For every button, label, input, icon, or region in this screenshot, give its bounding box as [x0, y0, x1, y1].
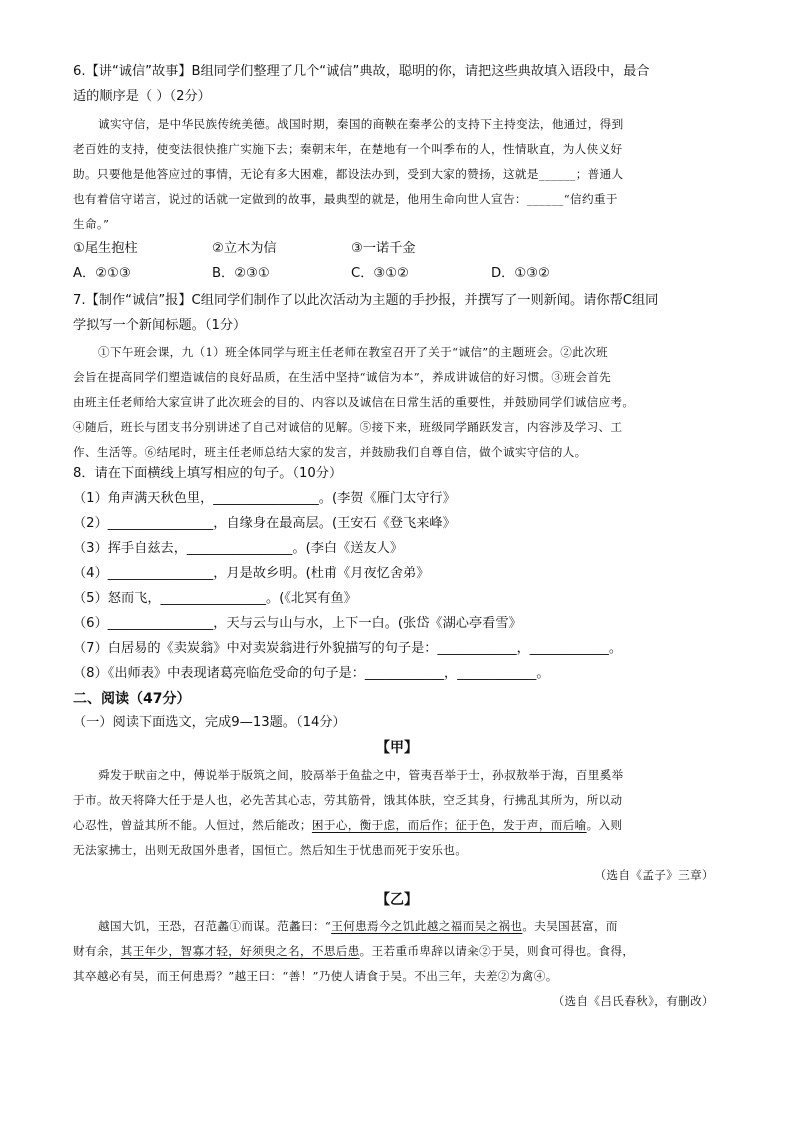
q6-passage-line4: 也有着信守诺言，说过的话就一定做到的故事，最典型的就是，他用生命向世人宣告：______“信约重于: [73, 192, 618, 206]
q7-stem-line2: 学拟写一个新闻标题。（1分）: [73, 318, 247, 333]
q6-stem-line2: 适的顺序是（ ）（2分）: [73, 89, 211, 104]
q8-blank-3: （3）挥手自兹去，________________。(李白《送友人》: [73, 541, 404, 556]
q8-blank-4: （4）________________，月是故乡明。(杜甫《月夜忆舍弟》: [73, 566, 430, 581]
jia-source: （选自《孟子》三章）: [594, 868, 714, 882]
passage-yi-title: 【乙】: [376, 892, 418, 908]
q6-choice-b: B．②③①: [212, 266, 270, 281]
q7-passage-line1: ①下午班会课，九（1）班全体同学与班主任老师在教室召开了关于“诚信”的主题班会。②此次班: [98, 345, 608, 359]
passage-jia-title: 【甲】: [376, 740, 418, 756]
yi-line2-start: 财有余，: [73, 944, 121, 958]
q7-stem-line1: 7.【制作“诚信”报】C组同学们制作了以此次活动为主题的手抄报，并撰写了一则新闻。请你帮C组同: [73, 293, 659, 308]
q6-stem-line1: 6.【讲“诚信”故事】B组同学们整理了几个“诚信”典故，聪明的你，请把这些典故填入语段中，最合: [73, 64, 650, 79]
q6-item-2: ②立木为信: [212, 241, 277, 256]
yi-underlined-sentence-1: 王何患焉今之饥此越之福而吴之祸也: [331, 919, 523, 933]
yi-line2: [73, 940, 634, 962]
q6-passage-line2: 老百姓的支持，使变法很快推广实施下去；秦朝末年，在楚地有一个叫季布的人，性情耿直，为人侠义好: [73, 142, 623, 156]
q7-passage-line4: ④随后，班长与团支书分别讲述了自己对诚信的见解。⑤接下来，班级同学踊跃发言，内容涉及学习、工: [73, 420, 623, 434]
q8-stem: 8．请在下面横线上填写相应的句子。（10分）: [73, 466, 343, 481]
jia-line2: 于市。故天将降大任于是人也，必先苦其心志，劳其筋骨，饿其体肤，空乏其身，行拂乱其所为，所以动: [73, 793, 623, 807]
q7-passage-line3: 由班主任老师给大家宣讲了此次班会的目的、内容以及诚信在日常生活的重要性，并鼓励同学们诚信应考。: [73, 395, 635, 409]
jia-line3: [73, 814, 622, 836]
q6-passage-line3: 助。只要他是他答应过的事情，无论有多大困难，都设法办到，受到大家的赞扬，这就是______；普通人: [73, 167, 624, 181]
q6-item-1: ①尾生抱柱: [73, 241, 138, 256]
yi-source: （选自《吕氏春秋》，有删改）: [552, 994, 714, 1008]
q8-blank-7: （7）白居易的《卖炭翁》中对卖炭翁进行外貌描写的句子是：____________，____________。: [73, 641, 623, 656]
section-intro: （一）阅读下面选文，完成9—13题。（14分）: [73, 715, 346, 730]
jia-line3-start: 心忍性，曾益其所不能。人恒过，然后能改；: [73, 818, 312, 832]
q8-blank-5: （5）怒而飞，________________。(《北冥有鱼》: [73, 591, 357, 606]
q6-passage-line5: 生命。”: [73, 217, 110, 231]
section-title: 二、阅读（47分）: [73, 691, 191, 707]
jia-underlined-sentence: 困于心，衡于虑，而后作；征于色，发于声，而后喻: [311, 818, 587, 832]
q6-item-3: ③一诺千金: [351, 241, 416, 256]
q6-choice-c: C．③①②: [351, 266, 409, 281]
q8-blank-6: （6）________________，天与云与山与水，上下一白。(张岱《湖心亭看雪》: [73, 616, 522, 631]
yi-line1-end: 。夫吴国甚富，而: [522, 919, 618, 933]
q6-passage-line1: 诚实守信，是中华民族传统美德。战国时期，秦国的商鞅在秦孝公的支持下主持变法，他通过，得到: [98, 117, 624, 131]
jia-line4: 无法家拂士，出则无敌国外患者，国恒亡。然后知生于忧患而死于安乐也。: [73, 843, 468, 857]
q6-choice-d: D．①③②: [491, 266, 550, 281]
jia-line3-end: 。入则: [586, 818, 623, 832]
jia-line1: 舜发于畎亩之中，傅说举于版筑之间，胶鬲举于鱼盐之中，管夷吾举于士，孙叔敖举于海，百里奚举: [98, 768, 624, 782]
q7-passage-line5: 作、生活等。⑥结尾时，班主任老师总结大家的发言，并鼓励我们自尊自信，做个诚实守信的人。: [73, 445, 587, 459]
yi-underlined-sentence-2: 其王年少，智寡才轻，好须臾之名，不思后患: [120, 944, 360, 958]
q8-blank-8: （8）《出师表》中表现诸葛亮临危受命的句子是：____________，____________。: [73, 666, 550, 681]
q7-passage-line2: 会旨在提高同学们塑造诚信的良好品质，在生活中坚持“诚信为本”，养成讲诚信的好习惯。③班会首先: [73, 370, 612, 384]
yi-line1: [98, 915, 618, 937]
q6-choice-a: A．②①③: [73, 266, 131, 281]
yi-line2-end: 。王若重币卑辞以请籴②于吴，则食可得也。食得，: [359, 944, 635, 958]
q8-blank-1: （1）角声满天秋色里，________________。(李贺《雁门太守行》: [73, 491, 456, 506]
yi-line3: 其卒越必有吴，而王何患焉？”越王曰：“善！”乃使人请食于吴。不出三年，夫差②为禽④。: [73, 969, 558, 983]
q8-blank-2: （2）________________，自缘身在最高层。(王安石《登飞来峰》: [73, 516, 456, 531]
yi-line1-start: 越国大饥，王恐，召范蠡①而谋。范蠡曰：“: [98, 919, 332, 933]
